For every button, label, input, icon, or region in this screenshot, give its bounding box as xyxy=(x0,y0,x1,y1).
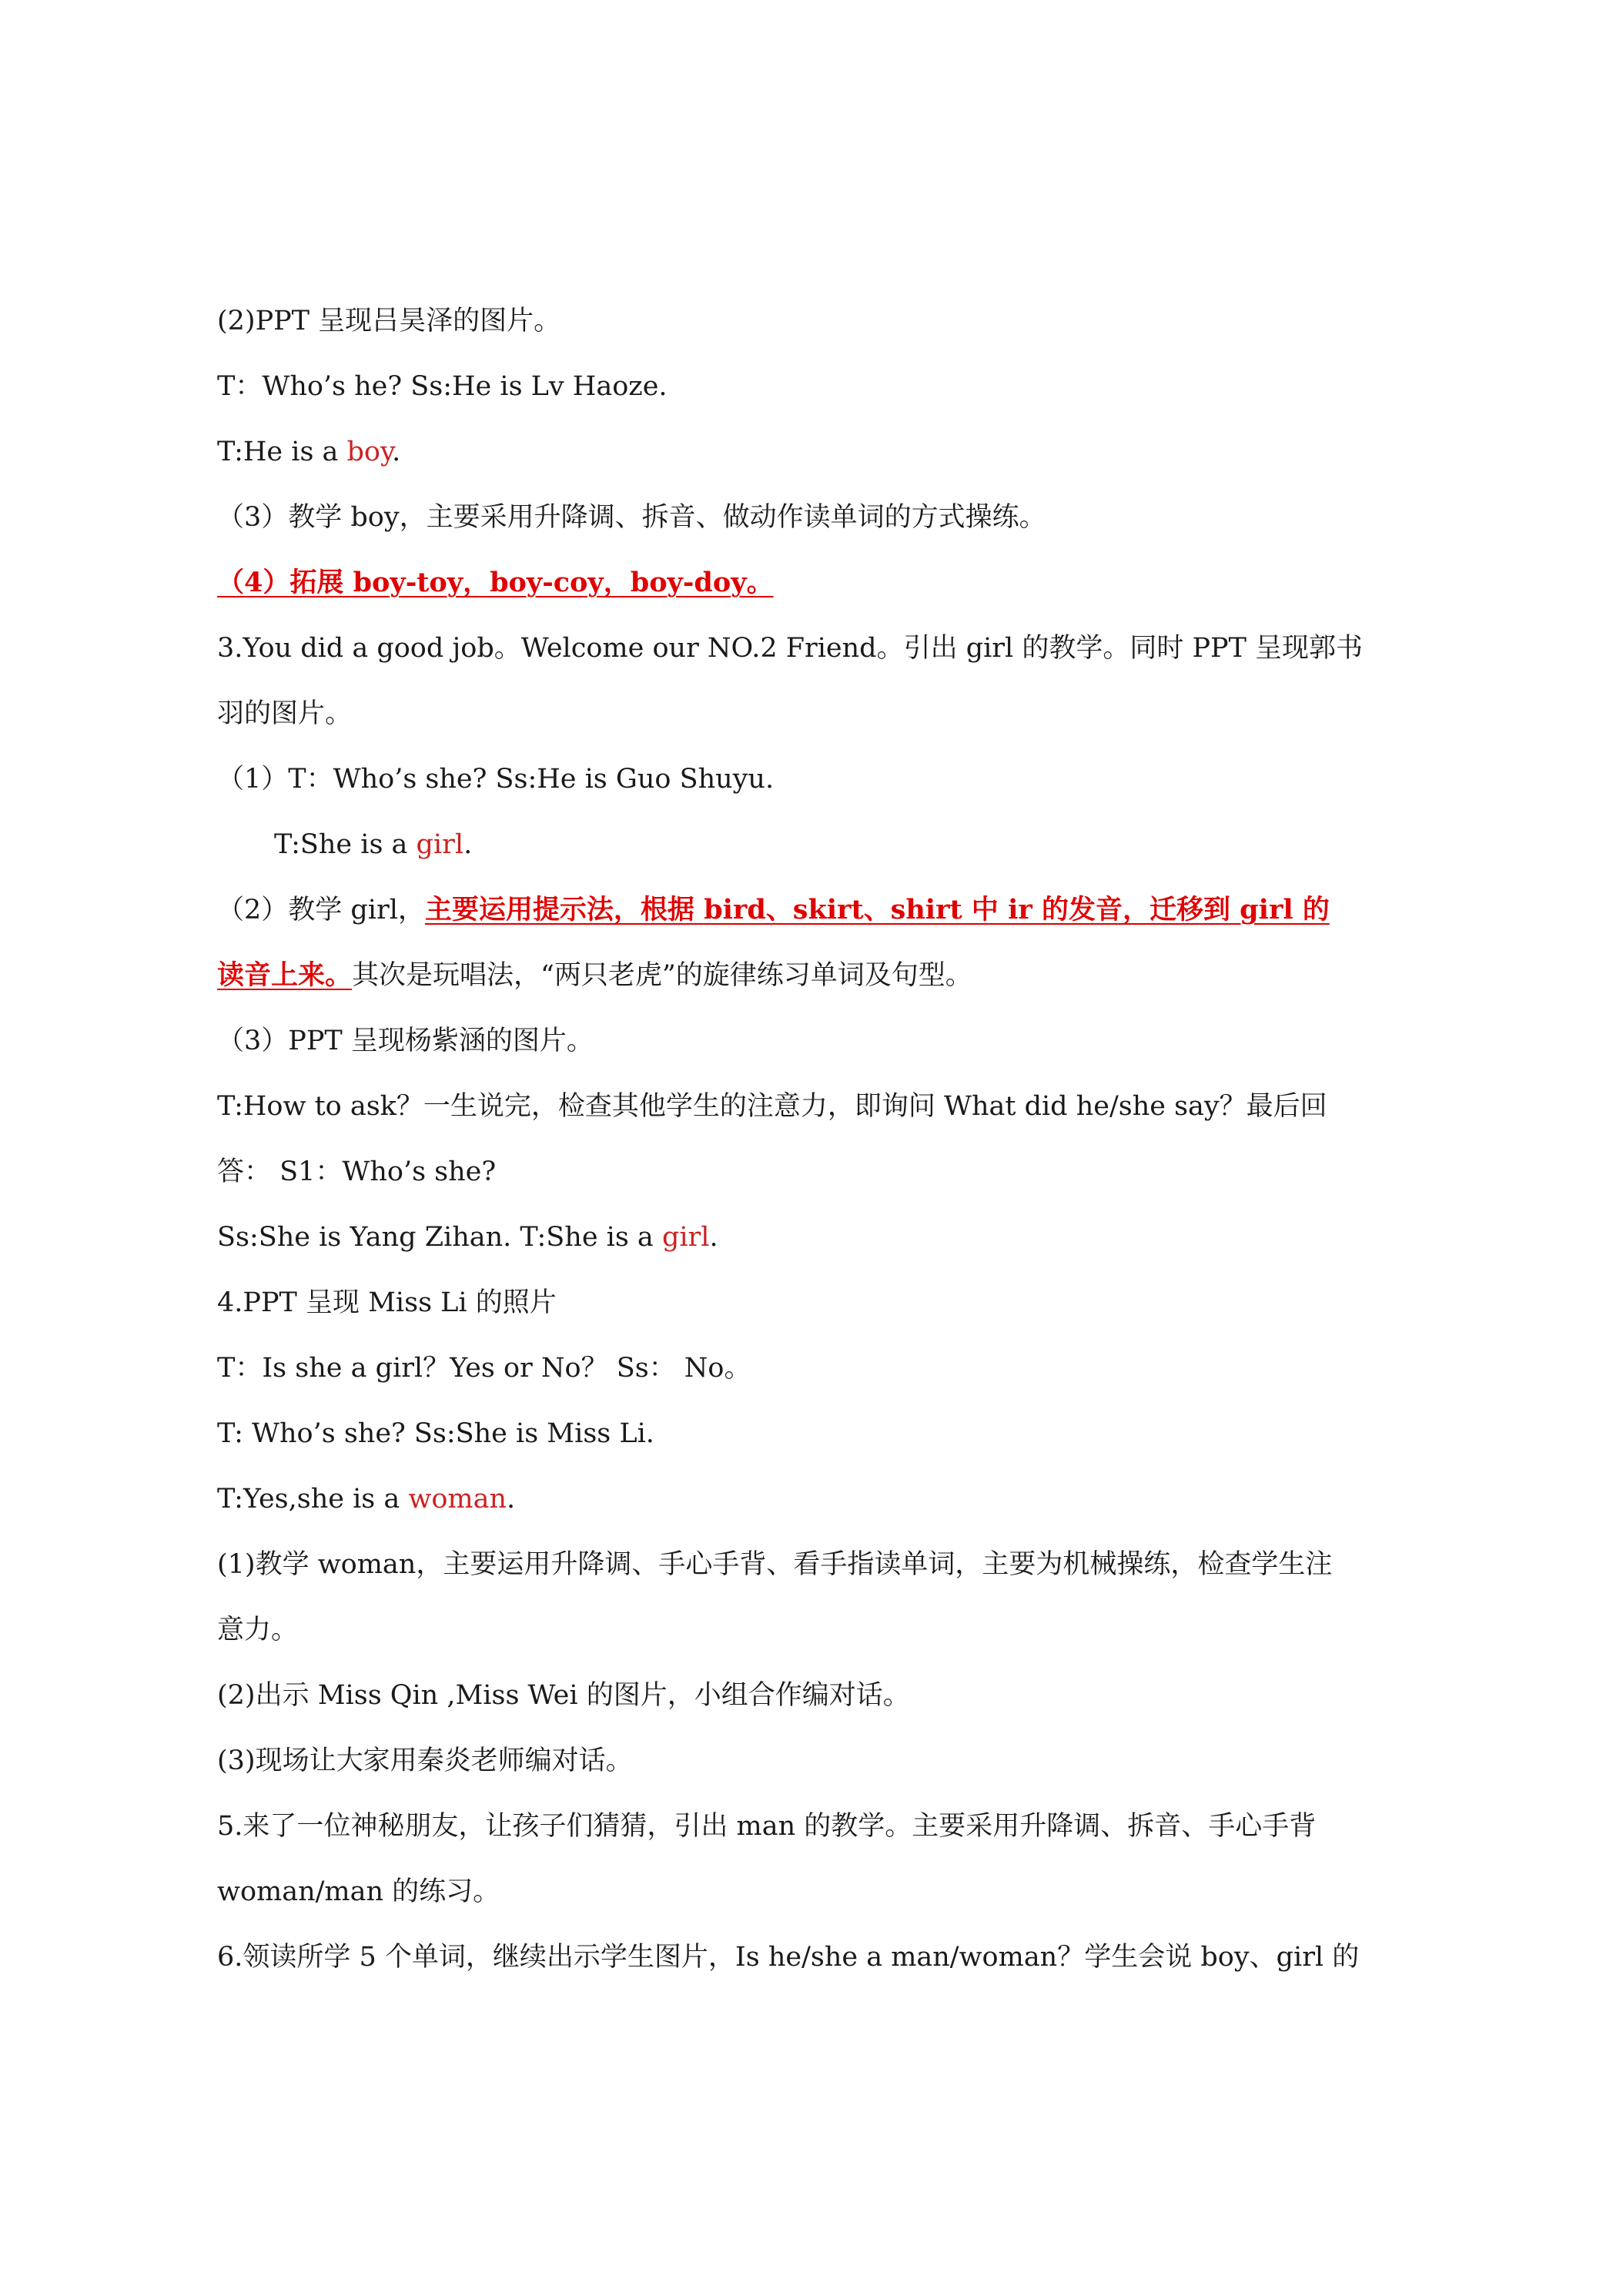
line-20: (1)教学 woman，主要运用升降调、手心手背、看手指读单词，主要为机械操练，检查学生注 xyxy=(217,1549,1333,1580)
line-8: （1）T：Who’s she? Ss:He is Guo Shuyu. xyxy=(217,764,775,795)
line-23: (3)现场让大家用秦炎老师编对话。 xyxy=(217,1745,633,1776)
line-3: T:He is a boy. xyxy=(217,437,401,467)
line-11: 读音上来。其次是玩唱法，“两只老虎”的旋律练习单词及句型。 xyxy=(217,959,972,991)
line-18: T: Who’s she? Ss:She is Miss Li. xyxy=(217,1418,654,1449)
line-15: Ss:She is Yang Zihan. T:She is a girl. xyxy=(217,1222,718,1253)
line-6: 3.You did a good job。Welcome our NO.2 Friend。引出 girl 的教学。同时 PPT 呈现郭书 xyxy=(217,633,1364,664)
line-19: T:Yes,she is a woman. xyxy=(217,1484,516,1514)
line-24: 5.来了一位神秘朋友，让孩子们猜猜，引出 man 的教学。主要采用升降调、拆音、手心手背 xyxy=(217,1811,1317,1842)
line-13: T:How to ask？一生说完，检查其他学生的注意力，即询问 What did he/she say？最后回 xyxy=(217,1091,1327,1122)
vocab-word-boy: boy xyxy=(346,437,393,467)
line-17: T：Is she a girl？Yes or No？ Ss： No。 xyxy=(217,1353,751,1384)
vocab-word-girl-2: girl xyxy=(661,1222,710,1253)
line-4: （3）教学 boy，主要采用升降调、拆音、做动作读单词的方式操练。 xyxy=(217,502,1046,533)
vocab-word-woman: woman xyxy=(408,1484,507,1514)
line-14: 答： S1：Who’s she? xyxy=(217,1156,497,1187)
line-12: （3）PPT 呈现杨紫涵的图片。 xyxy=(217,1026,594,1056)
line-2: T：Who’s he? Ss:He is Lv Haoze. xyxy=(217,371,668,402)
line-22: (2)出示 Miss Qin ,Miss Wei 的图片，小组合作编对话。 xyxy=(217,1680,910,1711)
line-25: woman/man 的练习。 xyxy=(217,1876,500,1907)
line-5-emphasis: （4）拓展 boy-toy，boy-coy，boy-doy。 xyxy=(217,567,774,598)
line-26: 6.领读所学 5 个单词，继续出示学生图片，Is he/she a man/woman？学生会说 boy、girl 的 xyxy=(217,1942,1360,1973)
line-1: (2)PPT 呈现吕昊泽的图片。 xyxy=(217,306,561,336)
line-16: 4.PPT 呈现 Miss Li 的照片 xyxy=(217,1287,557,1318)
line-10: （2）教学 girl，主要运用提示法，根据 bird、skirt、shirt 中 ir 的发音，迁移到 girl 的 xyxy=(217,894,1330,925)
vocab-word-girl: girl xyxy=(416,829,464,860)
line-7: 羽的图片。 xyxy=(217,698,353,729)
line-21: 意力。 xyxy=(217,1615,299,1645)
line-9: T:She is a girl. xyxy=(274,829,473,860)
